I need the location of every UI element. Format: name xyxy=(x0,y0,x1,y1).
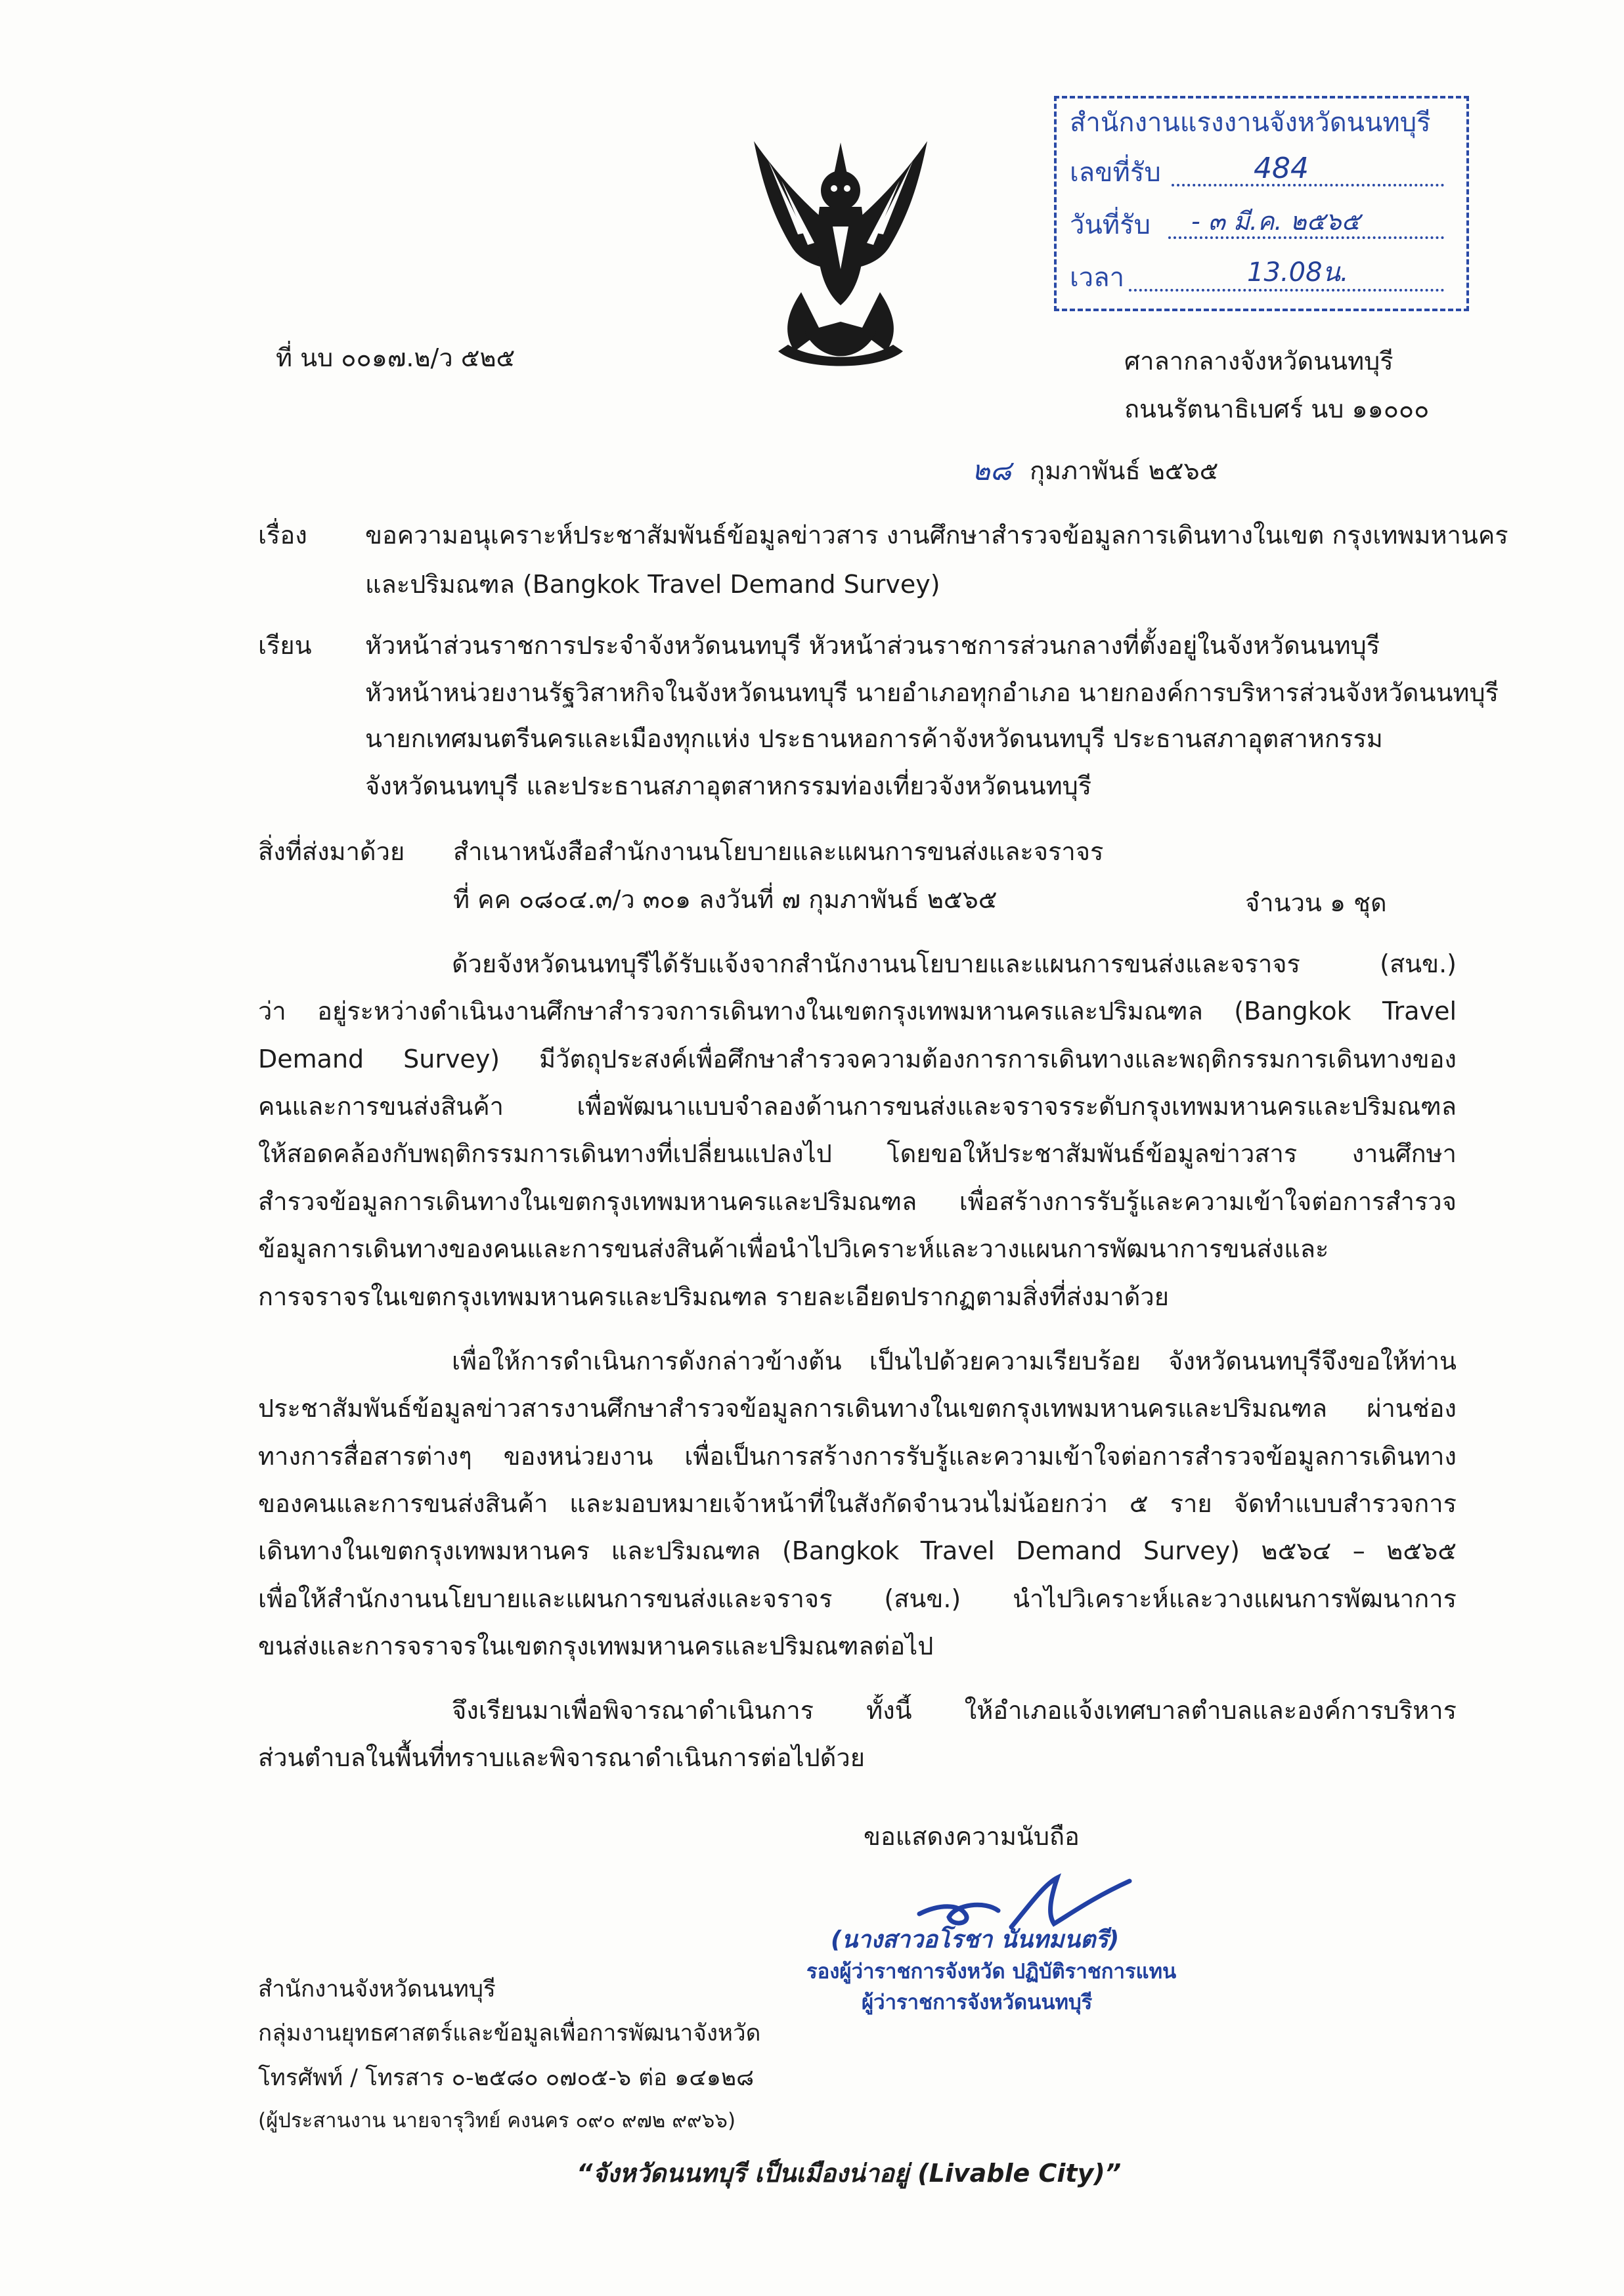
recipient-line: หัวหน้าส่วนราชการประจำจังหวัดนนทบุรี หัวหน้าส่วนราชการส่วนกลางที่ตั้งอยู่ในจังหวัดนนทบุรี xyxy=(365,631,1380,660)
receipt-stamp xyxy=(1054,96,1469,311)
footer-slogan: “จังหวัดนนทบุรี เป็นเมืองน่าอยู่ (Livable City)” xyxy=(577,2159,1122,2188)
body-paragraph-line: ขนส่งและการจราจรในเขตกรุงเทพมหานครและปริมณฑลต่อไป xyxy=(258,1632,934,1660)
recipient-line: จังหวัดนนทบุรี และประธานสภาอุตสาหกรรมท่องเที่ยวจังหวัดนนทบุรี xyxy=(365,771,1092,800)
enclosure-line: สำเนาหนังสือสำนักงานนโยบายและแผนการขนส่งและจราจร xyxy=(453,837,1104,866)
body-paragraph-line: Demand Survey) มีวัตถุประสงค์เพื่อศึกษาสำรวจความต้องการการเดินทางและพฤติกรรมการเดินทางของ xyxy=(258,1045,1457,1073)
recipient-line: หัวหน้าหน่วยงานรัฐวิสาหกิจในจังหวัดนนทบุรี นายอำเภอทุกอำเภอ นายกองค์การบริหารส่วนจังหวัดนนทบุรี xyxy=(365,678,1499,707)
signer-title-2: ผู้ว่าราชการจังหวัดนนทบุรี xyxy=(862,1991,1093,2014)
body-paragraph-line: ข้อมูลการเดินทางของคนและการขนส่งสินค้าเพื่อนำไปวิเคราะห์และวางแผนการพัฒนาการขนส่งและ xyxy=(258,1234,1329,1263)
stamp-receipt-no: 484 xyxy=(1254,152,1309,185)
closing-regards: ขอแสดงความนับถือ xyxy=(864,1822,1080,1851)
body-paragraph-line: ของคนและการขนส่งสินค้า และมอบหมายเจ้าหน้าที่ในสังกัดจำนวนไม่น้อยกว่า ๕ ราย จัดทำแบบสำรวจการ xyxy=(258,1489,1457,1518)
body-paragraph-line: ว่า อยู่ระหว่างดำเนินงานศึกษาสำรวจการเดินทางในเขตกรุงเทพมหานครและปริมณฑล (Bangkok Travel xyxy=(258,997,1457,1026)
footer-phone: โทรศัพท์ / โทรสาร ๐-๒๕๘๐ ๐๗๐๕-๖ ต่อ ๑๔๑๒๘ xyxy=(258,2065,755,2091)
body-paragraph-line: เดินทางในเขตกรุงเทพมหานคร และปริมณฑล (Bangkok Travel Demand Survey) ๒๕๖๔ – ๒๕๖๕ xyxy=(258,1536,1457,1565)
stamp-time: 13.08น. xyxy=(1247,257,1349,288)
body-paragraph-line: สำรวจข้อมูลการเดินทางในเขตกรุงเทพมหานครและปริมณฑล เพื่อสร้างการรับรู้และความเข้าใจต่อการสำรวจ xyxy=(258,1187,1457,1216)
subject-line: ขอความอนุเคราะห์ประชาสัมพันธ์ข้อมูลข่าวสาร งานศึกษาสำรวจข้อมูลการเดินทางในเขต กรุงเทพมหานคร xyxy=(365,521,1508,550)
reference-number: ที่ นบ ๐๐๑๗.๒/ว ๕๒๕ xyxy=(276,343,516,372)
body-paragraph-line: ส่วนตำบลในพื้นที่ทราบและพิจารณาดำเนินการต่อไปด้วย xyxy=(258,1743,866,1772)
enclosure-label: สิ่งที่ส่งมาด้วย xyxy=(258,837,405,866)
subject-label: เรื่อง xyxy=(258,521,307,550)
stamp-receipt-date-label: วันที่รับ xyxy=(1070,210,1151,240)
stamp-office: สำนักงานแรงงานจังหวัดนนทบุรี xyxy=(1070,108,1431,138)
body-paragraph-line: เพื่อให้สำนักงานนโยบายและแผนการขนส่งและจราจร (สนข.) นำไปวิเคราะห์และวางแผนการพัฒนาการ xyxy=(258,1584,1457,1613)
body-paragraph-line: เพื่อให้การดำเนินการดังกล่าวข้างต้น เป็นไปด้วยความเรียบร้อย จังหวัดนนทบุรีจึงขอให้ท่าน xyxy=(452,1347,1457,1375)
stamp-time-label: เวลา xyxy=(1070,263,1125,293)
subject-line: และปริมณฑล (Bangkok Travel Demand Survey) xyxy=(365,570,940,599)
stamp-receipt-no-label: เลขที่รับ xyxy=(1070,158,1161,188)
signer-name: (นางสาวอโรชา นันทมนตรี) xyxy=(831,1926,1120,1953)
recipient-line: นายกเทศมนตรีนครและเมืองทุกแห่ง ประธานหอการค้าจังหวัดนนทบุรี ประธานสภาอุตสาหกรรม xyxy=(365,724,1383,753)
office-address: ถนนรัตนาธิเบศร์ นบ ๑๑๐๐๐ xyxy=(1124,395,1430,423)
body-paragraph-line: ทางการสื่อสารต่างๆ ของหน่วยงาน เพื่อเป็นการสร้างการรับรู้และความเข้าใจต่อการสำรวจข้อมูลการเดินทาง xyxy=(258,1442,1457,1471)
body-paragraph-line: ประชาสัมพันธ์ข้อมูลข่าวสารงานศึกษาสำรวจข้อมูลการเดินทางในเขตกรุงเทพมหานครและปริมณฑล ผ่านช่อง xyxy=(258,1394,1457,1423)
office-name: ศาลากลางจังหวัดนนทบุรี xyxy=(1124,347,1394,376)
body-paragraph-line: ด้วยจังหวัดนนทบุรีได้รับแจ้งจากสำนักงานนโยบายและแผนการขนส่งและจราจร (สนข.) xyxy=(452,949,1457,978)
body-paragraph-line: การจราจรในเขตกรุงเทพมหานครและปริมณฑล รายละเอียดปรากฏตามสิ่งที่ส่งมาด้วย xyxy=(258,1282,1169,1311)
body-paragraph-line: คนและการขนส่งสินค้า เพื่อพัฒนาแบบจำลองด้านการขนส่งและจราจรระดับกรุงเทพมหานครและปริมณฑล xyxy=(258,1092,1457,1121)
footer-office: สำนักงานจังหวัดนนทบุรี xyxy=(258,1976,496,2003)
date-day: ๒๘ xyxy=(972,454,1012,487)
recipient-label: เรียน xyxy=(258,631,312,660)
signer-title-1: รองผู้ว่าราชการจังหวัด ปฏิบัติราชการแทน xyxy=(806,1960,1177,1983)
body-paragraph-line: จึงเรียนมาเพื่อพิจารณาดำเนินการ ทั้งนี้ ให้อำเภอแจ้งเทศบาลตำบลและองค์การบริหาร xyxy=(452,1696,1457,1725)
garuda-emblem-icon xyxy=(742,135,939,374)
stamp-receipt-date: - ๓ มี.ค. ๒๕๖๕ xyxy=(1191,207,1361,236)
enclosure-quantity: จำนวน ๑ ชุด xyxy=(1245,888,1387,917)
date-month-year: กุมภาพันธ์ ๒๕๖๕ xyxy=(1030,456,1219,485)
body-paragraph-line: ให้สอดคล้องกับพฤติกรรมการเดินทางที่เปลี่ยนแปลงไป โดยขอให้ประชาสัมพันธ์ข้อมูลข่าวสาร งานศึกษา xyxy=(258,1139,1457,1168)
footer-division: กลุ่มงานยุทธศาสตร์และข้อมูลเพื่อการพัฒนาจังหวัด xyxy=(258,2020,761,2047)
enclosure-line: ที่ คค ๐๘๐๔.๓/ว ๓๐๑ ลงวันที่ ๗ กุมภาพันธ์ ๒๕๖๕ xyxy=(453,885,998,914)
footer-coordinator: (ผู้ประสานงาน นายจารุวิทย์ คงนคร ๐๙๐ ๙๗๒ ๙๙๖๖) xyxy=(258,2109,736,2133)
